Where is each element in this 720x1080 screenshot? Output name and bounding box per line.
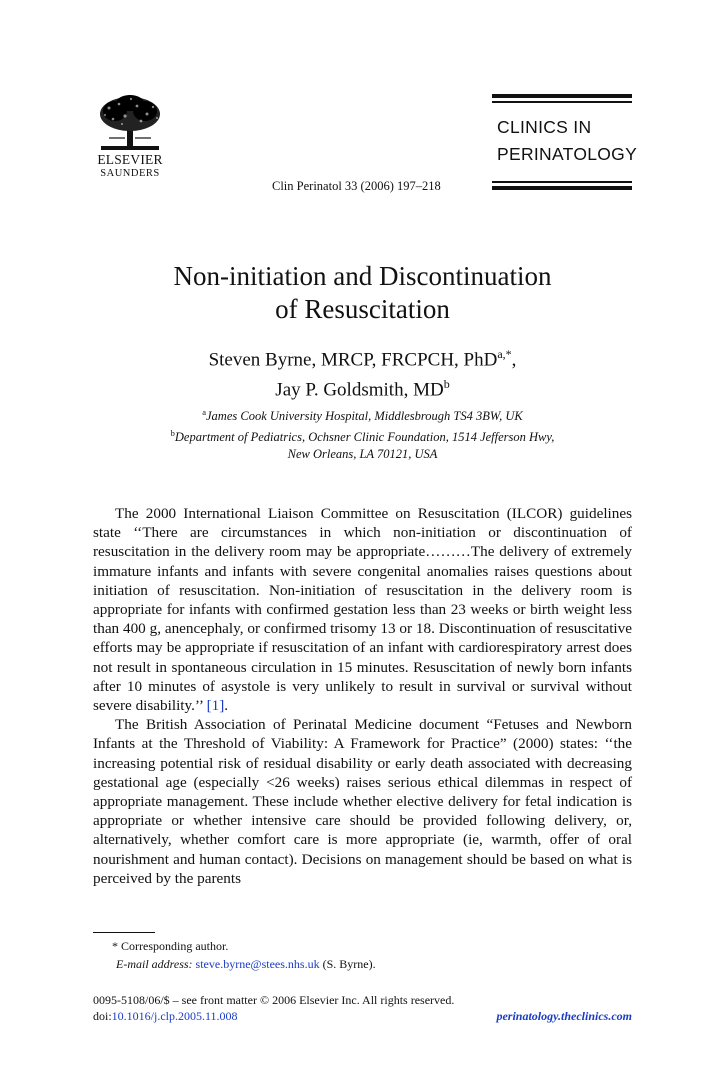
affiliation-b-mark: b <box>170 428 175 439</box>
author-1-affiliation-mark: a,* <box>497 347 512 361</box>
author-separator: , <box>511 349 517 371</box>
paragraph-1-text: The 2000 International Liaison Committee on Resuscitation (ILCOR) guidelines state ‘‘There are circumstances in which non-initiation or discontinuation of resuscitation in the delivery room may be appropriate………The delivery of extremely immature infants and infants with severe congenital anomalies raises questions about initiation of resuscitation. Non-initiation of resuscitation in the delivery room is appropriate for infants with confirmed gestation less than 23 weeks or birth weight less than 400 g, anencephaly, or confirmed trisomy 13 or 18. Discontinuation of resuscitative efforts may be appropriate if resuscitation of an infant with cardiorespiratory arrest does not result in spontaneous circulation in 15 minutes. Resuscitation of newly born infants after 10 minutes of asystole is very unlikely to result in survival or survival without severe disability.’’ <box>93 505 632 715</box>
author-2-name: Jay P. Goldsmith, MD <box>275 379 444 401</box>
author-2 <box>60 372 665 402</box>
author-1 <box>60 342 665 372</box>
affiliation-b-text: Department of Pediatrics, Ochsner Clinic Foundation, 1514 Jefferson Hwy, <box>174 430 555 445</box>
affiliation-b <box>60 425 665 446</box>
publisher-name: ELSEVIER <box>97 152 163 167</box>
author-2-affiliation-mark: b <box>443 377 450 392</box>
copyright-line: 0095-5108/06/$ – see front matter © 2006 Elsevier Inc. All rights reserved. <box>93 993 455 1007</box>
journal-citation: Clin Perinatol 33 (2006) 197–218 <box>272 179 441 193</box>
article-body <box>93 504 632 888</box>
paragraph-1: The 2000 International Liaison Committee on Resuscitation (ILCOR) guidelines state ‘‘There are circumstances in which non-initiation or discontinuation of resuscitation in the delivery room may be appropriate………The delivery of extremely immature infants and infants with severe congenital anomalies raises questions about initiation of resuscitation. Non-initiation of resuscitation in the delivery room is appropriate for infants with confirmed gestation less than 23 weeks or birth weight less than 400 g, anencephaly, or confirmed trisomy 13 or 18. Discontinuation of resuscitative efforts may be appropriate if resuscitation of an infant with cardiorespiratory arrest does not result in spontaneous circulation in 15 minutes. Resuscitation of newly born infants after 10 minutes of asystole is very unlikely to result in survival or survival without severe disability.’’ [1]. <box>93 505 632 715</box>
journal-website-link[interactable]: perinatology.theclinics.com <box>496 1009 632 1023</box>
email-owner: (S. Byrne). <box>322 957 376 971</box>
paragraph-2: The British Association of Perinatal Medicine document “Fetuses and Newborn Infants at the Threshold of Viability: A Framework for Practice” (2000) states: ‘‘the increasing potential risk of residual disability or early death associated with decreasing gestational age (especially <26 weeks) raises serious ethical dilemmas in respect of appropriate management. These include whether elective delivery for fetal indication is appropriate or whether intensive care should be provided following delivery, or, alternatively, whether comfort care is more appropriate (ie, warmth, offer of oral nourishment and human contact). Decisions on management should be based on what is perceived by the parents <box>93 716 632 887</box>
email-label: E-mail address: <box>116 957 193 971</box>
journal-top-rule-thin <box>492 101 632 103</box>
footnote-divider <box>93 932 155 933</box>
affiliation-b-continued: New Orleans, LA 70121, USA <box>287 447 438 462</box>
tree-emblem-icon <box>95 94 165 152</box>
title-line-1: Non-initiation and Discontinuation <box>173 261 552 291</box>
doi-label: doi: <box>93 1009 112 1023</box>
journal-name-line1: CLINICS IN <box>497 117 592 137</box>
journal-top-rule-thick <box>492 94 632 98</box>
affiliation-a-mark: a <box>202 407 206 417</box>
corresponding-author-note: * Corresponding author. <box>112 939 229 953</box>
publisher-imprint: SAUNDERS <box>100 168 160 179</box>
email-link[interactable]: steve.byrne@stees.nhs.uk <box>195 957 320 971</box>
article-title <box>60 260 665 326</box>
journal-bottom-rule-thick <box>492 186 632 190</box>
doi-link[interactable]: 10.1016/j.clp.2005.11.008 <box>111 1009 238 1023</box>
affiliations <box>60 404 665 463</box>
author-1-name: Steven Byrne, MRCP, FRCPCH, PhD <box>208 349 498 371</box>
affiliation-a-text: James Cook University Hospital, Middlesbrough TS4 3BW, UK <box>206 409 523 424</box>
email-footnote <box>116 958 376 970</box>
doi-line <box>93 1010 238 1022</box>
title-line-2: of Resuscitation <box>275 294 450 324</box>
affiliation-a <box>60 404 665 425</box>
citation-link-1[interactable]: [1] <box>206 697 225 715</box>
journal-name-line2: PERINATOLOGY <box>497 144 638 164</box>
author-list <box>60 342 665 403</box>
journal-bottom-rule-thin <box>492 181 632 183</box>
